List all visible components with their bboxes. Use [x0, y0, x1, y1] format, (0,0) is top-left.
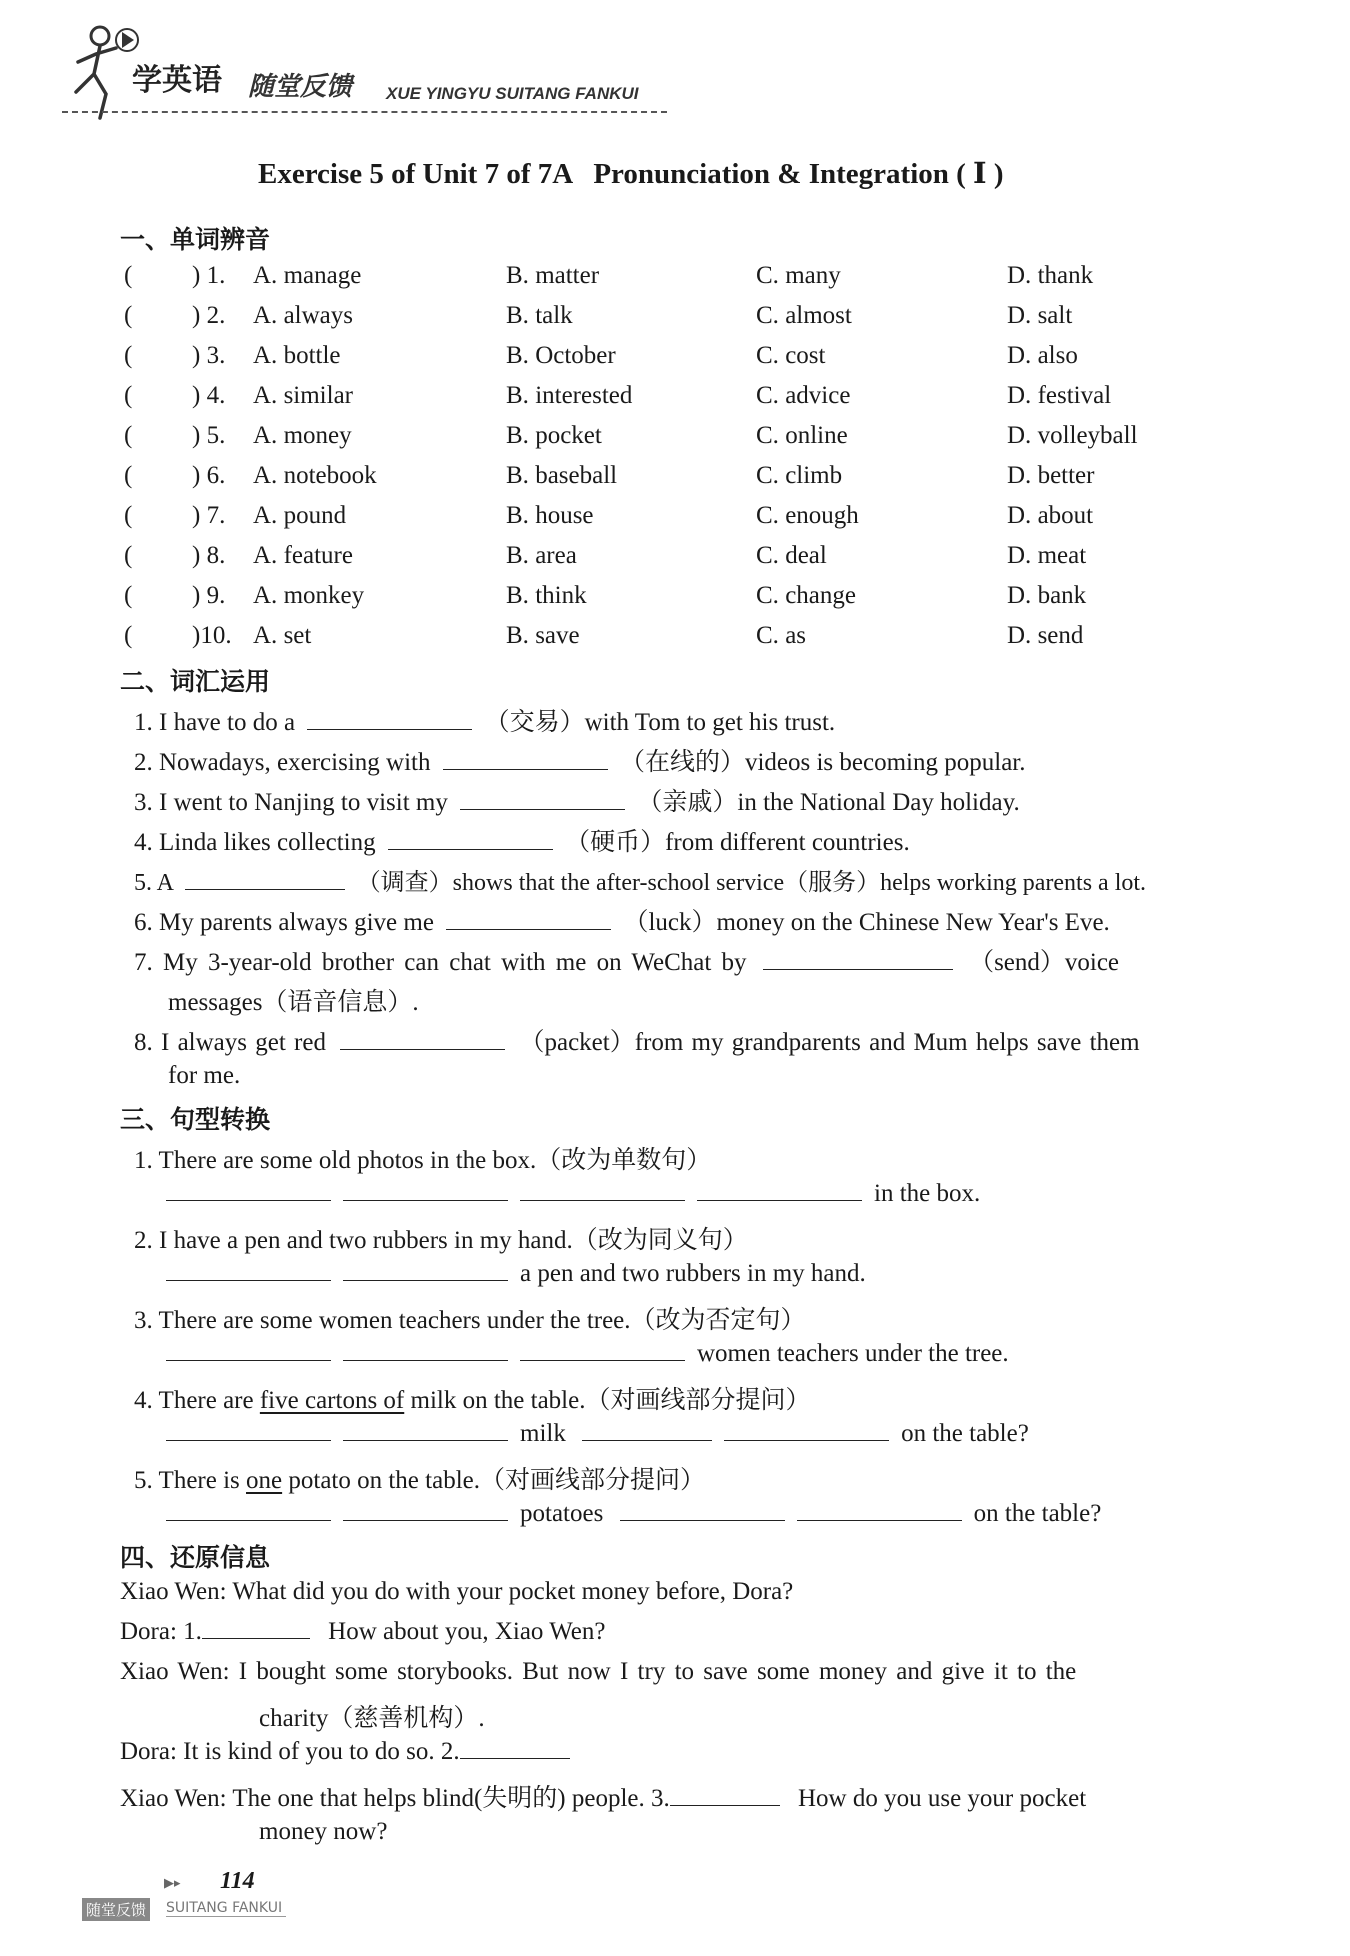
- sound-option-b: [506, 382, 632, 410]
- option-letter: D.: [1007, 542, 1038, 569]
- sound-option-b: [506, 302, 573, 330]
- option-letter: A.: [253, 302, 284, 329]
- transform-a5-tail: on the table?: [973, 1500, 1102, 1527]
- section4-heading: 四、还原信息: [120, 1543, 271, 1572]
- transform-a1-blank[interactable]: [343, 1199, 508, 1201]
- section3-heading: 三、句型转换: [120, 1105, 271, 1134]
- transform-a1-blank[interactable]: [520, 1199, 685, 1201]
- answer-paren-open[interactable]: (: [124, 622, 133, 649]
- option-letter: A.: [253, 462, 284, 489]
- option-word: house: [535, 502, 594, 529]
- sound-option-d: [1007, 302, 1072, 330]
- option-word: set: [283, 622, 312, 649]
- transform-q2: 2. I have a pen and two rubbers in my hand.（改为同义句）: [134, 1227, 748, 1254]
- sound-option-b: [506, 422, 602, 450]
- sound-option-c: [756, 342, 825, 370]
- vocab-5-blank[interactable]: [185, 888, 345, 890]
- answer-paren-open[interactable]: (: [124, 302, 133, 329]
- option-letter: A.: [253, 262, 284, 289]
- sound-option-a: [253, 382, 353, 410]
- option-word: climb: [785, 462, 843, 489]
- section2-heading: 二、词汇运用: [120, 667, 271, 696]
- sound-option-b: [506, 622, 580, 650]
- option-letter: A.: [253, 622, 284, 649]
- sound-option-b: [506, 582, 587, 610]
- option-word: think: [535, 582, 587, 609]
- option-letter: B.: [506, 502, 536, 529]
- option-letter: C.: [756, 622, 786, 649]
- transform-a5: [166, 1500, 1101, 1528]
- vocab-2-blank[interactable]: [443, 768, 608, 770]
- dialogue-line-1: Xiao Wen: What did you do with your pocket money before, Dora?: [120, 1578, 794, 1605]
- sound-item-number: ) 8.: [192, 542, 226, 569]
- vocab-3-hint: （亲戚）in the National Day holiday.: [637, 789, 1020, 816]
- transform-q5-text: 5. There is: [134, 1467, 247, 1494]
- transform-a5-blank[interactable]: [343, 1519, 508, 1521]
- option-word: bank: [1037, 582, 1087, 609]
- sound-option-a: [253, 462, 377, 490]
- option-letter: D.: [1007, 462, 1038, 489]
- dialogue-blank-2[interactable]: [460, 1757, 570, 1759]
- dialogue-text: The one that helps blind(失明的) people.: [232, 1785, 645, 1812]
- answer-paren-open[interactable]: (: [124, 502, 133, 529]
- option-letter: B.: [506, 622, 536, 649]
- option-word: October: [535, 342, 616, 369]
- transform-a2-blank[interactable]: [343, 1279, 508, 1281]
- option-letter: D.: [1007, 502, 1038, 529]
- transform-q4: [134, 1380, 810, 1416]
- vocab-item-2: [134, 742, 1026, 778]
- option-word: monkey: [283, 582, 365, 609]
- sound-option-d: [1007, 462, 1094, 490]
- sound-option-a: [253, 262, 361, 290]
- vocab-item-8-cont: for me.: [168, 1062, 241, 1089]
- answer-paren-open[interactable]: (: [124, 382, 133, 409]
- option-letter: A.: [253, 422, 284, 449]
- option-letter: B.: [506, 542, 536, 569]
- option-word: also: [1037, 342, 1078, 369]
- vocab-4-hint: （硬币）from different countries.: [565, 829, 910, 856]
- header-divider: [62, 111, 667, 113]
- dialogue-blank-number: 3.: [651, 1785, 670, 1812]
- option-word: volleyball: [1037, 422, 1138, 449]
- vocab-4-blank[interactable]: [388, 848, 553, 850]
- option-word: change: [785, 582, 856, 609]
- sound-item-number: ) 1.: [192, 262, 226, 289]
- answer-paren-open[interactable]: (: [124, 342, 133, 369]
- option-letter: B.: [506, 342, 536, 369]
- transform-a1-blank[interactable]: [166, 1199, 331, 1201]
- page-number: 114: [220, 1868, 255, 1894]
- vocab-1-blank[interactable]: [307, 728, 472, 730]
- answer-paren-open[interactable]: (: [124, 262, 133, 289]
- footer-label-cn: 随堂反馈: [82, 1898, 150, 1921]
- sound-option-c: [756, 462, 842, 490]
- sound-option-d: [1007, 342, 1078, 370]
- option-word: better: [1037, 462, 1095, 489]
- option-letter: A.: [253, 342, 284, 369]
- option-word: online: [785, 422, 848, 449]
- option-letter: C.: [756, 302, 786, 329]
- transform-a5-blank[interactable]: [166, 1519, 331, 1521]
- dialogue-blank-1[interactable]: [202, 1637, 310, 1639]
- vocab-8-text: 8. I always get red: [134, 1029, 326, 1056]
- sound-item-number: ) 4.: [192, 382, 226, 409]
- vocab-5-text: 5. A: [134, 870, 173, 896]
- option-word: send: [1037, 622, 1084, 649]
- transform-a2-tail: a pen and two rubbers in my hand.: [520, 1260, 866, 1287]
- dialogue-blank-3[interactable]: [670, 1804, 780, 1806]
- sound-option-c: [756, 542, 827, 570]
- sound-option-d: [1007, 382, 1111, 410]
- dialogue-text: I bought some storybooks. But now I try to save some money and give it to the: [238, 1658, 1077, 1685]
- option-word: enough: [785, 502, 859, 529]
- vocab-4-text: 4. Linda likes collecting: [134, 829, 376, 856]
- transform-a3-blank[interactable]: [166, 1359, 331, 1361]
- option-letter: B.: [506, 302, 536, 329]
- answer-paren-open[interactable]: (: [124, 542, 133, 569]
- section1-heading: 一、单词辨音: [120, 225, 271, 254]
- transform-a5-mid: potatoes: [520, 1500, 604, 1527]
- transform-a3: [166, 1340, 1009, 1368]
- option-word: almost: [785, 302, 852, 329]
- option-word: many: [785, 262, 841, 289]
- sound-option-a: [253, 502, 346, 530]
- transform-a2: [166, 1260, 866, 1288]
- sound-option-c: [756, 382, 850, 410]
- dialogue-blank-number: 1.: [183, 1618, 202, 1645]
- footer-label-en: SUITANG FANKUI: [166, 1900, 286, 1917]
- sound-option-c: [756, 422, 848, 450]
- sound-option-a: [253, 342, 341, 370]
- sound-option-d: [1007, 502, 1093, 530]
- dialogue-speaker: Xiao Wen:: [120, 1785, 227, 1812]
- sound-option-c: [756, 302, 852, 330]
- sound-item-number: ) 9.: [192, 582, 226, 609]
- option-word: save: [535, 622, 580, 649]
- option-word: about: [1037, 502, 1094, 529]
- transform-a3-blank[interactable]: [520, 1359, 685, 1361]
- sound-option-b: [506, 542, 577, 570]
- vocab-7-hint: （send）voice: [969, 949, 1120, 976]
- option-letter: D.: [1007, 342, 1038, 369]
- vocab-7-blank[interactable]: [763, 968, 953, 970]
- option-letter: D.: [1007, 582, 1038, 609]
- vocab-5-hint: （调查）shows that the after-school service（服务）helps working parents a lot.: [356, 870, 1147, 896]
- transform-a1-blank[interactable]: [697, 1199, 862, 1201]
- transform-a3-blank[interactable]: [343, 1359, 508, 1361]
- sound-item-number: ) 6.: [192, 462, 226, 489]
- dialogue-line-5-cont: money now?: [259, 1818, 388, 1845]
- option-letter: B.: [506, 262, 536, 289]
- dialogue-speaker: Dora:: [120, 1618, 177, 1645]
- sound-option-b: [506, 502, 594, 530]
- vocab-item-1: [134, 702, 835, 738]
- option-letter: C.: [756, 342, 786, 369]
- sound-option-c: [756, 622, 806, 650]
- vocab-item-6: [134, 902, 1110, 938]
- transform-a5-blank[interactable]: [797, 1519, 962, 1521]
- header-title-cn-sub: 随堂反馈: [248, 72, 353, 102]
- vocab-6-hint: （luck）money on the Chinese New Year's Eve.: [623, 909, 1110, 936]
- vocab-6-text: 6. My parents always give me: [134, 909, 434, 936]
- vocab-1-hint: （交易）with Tom to get his trust.: [484, 709, 836, 736]
- vocab-7-text: 7. My 3-year-old brother can chat with me on WeChat by: [134, 949, 747, 976]
- transform-q5: [134, 1460, 705, 1496]
- vocab-6-blank[interactable]: [446, 928, 611, 930]
- option-word: pound: [283, 502, 347, 529]
- option-word: talk: [535, 302, 573, 329]
- option-word: manage: [283, 262, 362, 289]
- vocab-8-blank[interactable]: [340, 1048, 505, 1050]
- option-letter: D.: [1007, 382, 1038, 409]
- option-letter: C.: [756, 422, 786, 449]
- option-word: thank: [1037, 262, 1094, 289]
- vocab-item-5: [134, 862, 1146, 897]
- sound-option-b: [506, 262, 599, 290]
- dialogue-text: How do you use your pocket: [798, 1785, 1087, 1812]
- sound-option-c: [756, 582, 856, 610]
- sound-item-number: ) 2.: [192, 302, 226, 329]
- option-letter: D.: [1007, 422, 1038, 449]
- option-word: salt: [1037, 302, 1073, 329]
- dialogue-text: How about you, Xiao Wen?: [328, 1618, 606, 1645]
- transform-q5-underlined: one: [246, 1467, 283, 1494]
- option-word: bottle: [283, 342, 341, 369]
- sound-option-d: [1007, 582, 1086, 610]
- transform-a2-blank[interactable]: [166, 1279, 331, 1281]
- transform-a4-mid: milk: [520, 1420, 566, 1447]
- option-letter: B.: [506, 582, 536, 609]
- vocab-2-hint: （在线的）videos is becoming popular.: [619, 749, 1026, 776]
- vocab-item-4: [134, 822, 910, 858]
- option-word: cost: [785, 342, 826, 369]
- option-letter: C.: [756, 542, 786, 569]
- vocab-item-8: [134, 1022, 1140, 1058]
- option-letter: A.: [253, 382, 284, 409]
- option-word: matter: [535, 262, 600, 289]
- vocab-item-3: [134, 782, 1020, 818]
- option-word: similar: [283, 382, 353, 409]
- sound-option-d: [1007, 422, 1138, 450]
- option-letter: C.: [756, 382, 786, 409]
- option-letter: C.: [756, 462, 786, 489]
- option-letter: B.: [506, 382, 536, 409]
- sound-item-number: ) 7.: [192, 502, 226, 529]
- transform-a4-blank[interactable]: [343, 1439, 508, 1441]
- sound-option-a: [253, 422, 352, 450]
- option-letter: A.: [253, 502, 284, 529]
- dialogue-line-3-cont: charity（慈善机构）.: [259, 1705, 485, 1732]
- sound-option-a: [253, 622, 311, 650]
- option-word: interested: [535, 382, 633, 409]
- transform-a4-tail: on the table?: [901, 1420, 1029, 1447]
- transform-a4-blank[interactable]: [582, 1439, 712, 1441]
- option-word: money: [283, 422, 352, 449]
- transform-a5-blank[interactable]: [620, 1519, 785, 1521]
- dialogue-line-5: [120, 1778, 1086, 1814]
- transform-a4: [166, 1420, 1029, 1448]
- vocab-3-text: 3. I went to Nanjing to visit my: [134, 789, 448, 816]
- sound-option-d: [1007, 542, 1086, 570]
- option-word: festival: [1037, 382, 1112, 409]
- answer-paren-open[interactable]: (: [124, 462, 133, 489]
- sound-option-d: [1007, 622, 1083, 650]
- arrow-icon: ▶▸: [164, 1876, 181, 1891]
- transform-a1-tail: in the box.: [874, 1180, 981, 1207]
- sound-item-number: ) 5.: [192, 422, 226, 449]
- vocab-1-text: 1. I have to do a: [134, 709, 296, 736]
- transform-q5-hint: potato on the table.（对画线部分提问）: [282, 1467, 705, 1494]
- dialogue-line-4: [120, 1738, 570, 1766]
- vocab-8-hint: （packet）from my grandparents and Mum helps save them: [519, 1029, 1140, 1056]
- option-letter: B.: [506, 462, 536, 489]
- answer-paren-open[interactable]: (: [124, 422, 133, 449]
- vocab-3-blank[interactable]: [460, 808, 625, 810]
- sound-option-b: [506, 462, 617, 490]
- transform-q4-text: 4. There are: [134, 1387, 260, 1414]
- option-word: advice: [785, 382, 851, 409]
- transform-a3-tail: women teachers under the tree.: [697, 1340, 1009, 1367]
- transform-q4-underlined: five cartons of: [259, 1387, 405, 1414]
- transform-a4-blank[interactable]: [724, 1439, 889, 1441]
- transform-q1: 1. There are some old photos in the box.（改为单数句）: [134, 1147, 712, 1174]
- exercise-title: Exercise 5 of Unit 7 of 7A Pronunciation & Integration ( Ⅰ ): [258, 158, 1004, 190]
- sound-item-number: ) 3.: [192, 342, 226, 369]
- transform-a4-blank[interactable]: [166, 1439, 331, 1441]
- sound-option-b: [506, 342, 616, 370]
- vocab-2-text: 2. Nowadays, exercising with: [134, 749, 431, 776]
- dialogue-text: Dora: It is kind of you to do so.: [120, 1738, 435, 1765]
- sound-option-a: [253, 302, 353, 330]
- option-letter: C.: [756, 262, 786, 289]
- sound-option-c: [756, 502, 859, 530]
- option-letter: A.: [253, 582, 284, 609]
- sound-option-c: [756, 262, 841, 290]
- option-letter: D.: [1007, 622, 1038, 649]
- dialogue-line-2: [120, 1618, 606, 1646]
- option-word: deal: [785, 542, 827, 569]
- vocab-item-7-cont: messages（语音信息）.: [168, 989, 419, 1016]
- option-word: as: [785, 622, 807, 649]
- option-letter: C.: [756, 582, 786, 609]
- option-word: area: [535, 542, 577, 569]
- option-word: pocket: [535, 422, 602, 449]
- sound-option-d: [1007, 262, 1093, 290]
- option-letter: C.: [756, 502, 786, 529]
- vocab-item-7: [134, 942, 1119, 978]
- dialogue-blank-number: 2.: [440, 1738, 460, 1765]
- option-word: always: [283, 302, 353, 329]
- option-word: baseball: [535, 462, 618, 489]
- option-letter: D.: [1007, 262, 1038, 289]
- option-letter: D.: [1007, 302, 1038, 329]
- answer-paren-open[interactable]: (: [124, 582, 133, 609]
- transform-q4-hint: milk on the table.（对画线部分提问）: [404, 1387, 811, 1414]
- sound-item-number: )10.: [192, 622, 232, 649]
- option-word: meat: [1037, 542, 1087, 569]
- option-word: notebook: [283, 462, 377, 489]
- transform-q3: 3. There are some women teachers under the tree.（改为否定句）: [134, 1307, 806, 1334]
- transform-a1: [166, 1180, 980, 1208]
- sound-option-a: [253, 582, 364, 610]
- option-letter: A.: [253, 542, 284, 569]
- header-title-en: XUE YINGYU SUITANG FANKUI: [386, 84, 639, 103]
- option-letter: B.: [506, 422, 536, 449]
- header-title-cn: 学英语: [132, 63, 222, 98]
- option-word: feature: [283, 542, 353, 569]
- dialogue-line-3: [120, 1658, 1076, 1686]
- sound-option-a: [253, 542, 353, 570]
- dialogue-speaker: Xiao Wen:: [120, 1658, 230, 1685]
